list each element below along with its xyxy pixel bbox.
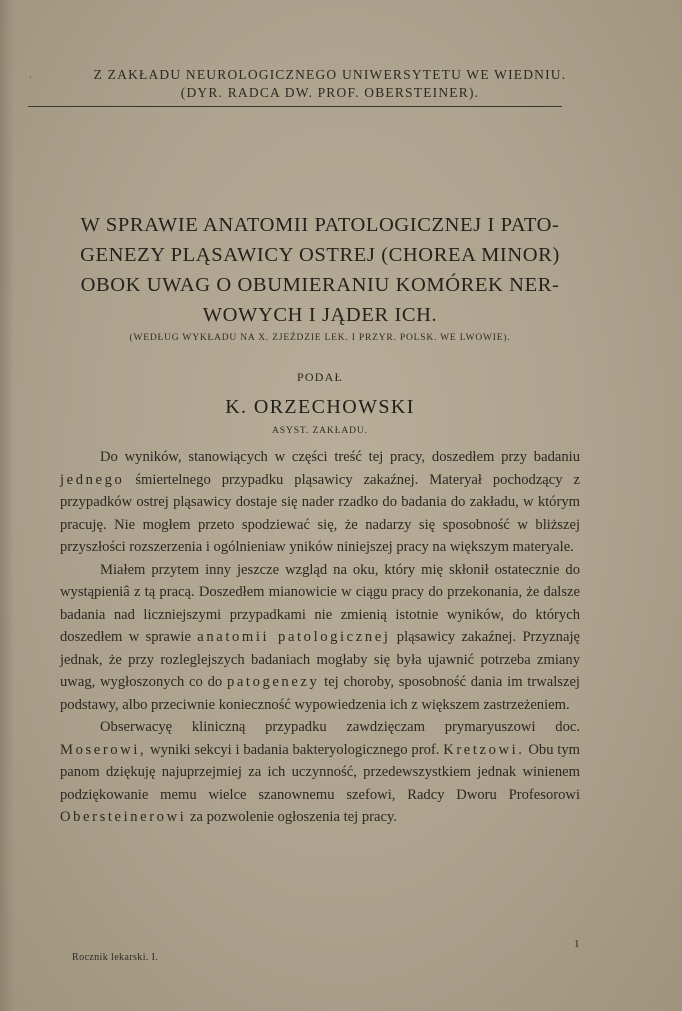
p2-emphasis-2: patogenezy <box>226 674 320 690</box>
title-line-3: OBOK UWAG O OBUMIERANIU KOMÓREK NER- <box>80 274 560 296</box>
header-divider <box>28 106 562 107</box>
p2-text-end: tej choroby, sposobność dania im trwalszej podstawy, albo przeciwnie konieczność wypowiedzenia ich z większem zastrzeżeniem. <box>60 674 580 713</box>
p2-emphasis-1: anatomii patologicznej <box>197 629 391 645</box>
p3-emphasis-2: Kretzowi. <box>443 741 525 758</box>
p2-text-mid: pląsawicy zakaźnej. Przyznaję jednak, że przy rozleglejszych badaniach mogłaby się była ujawnić potrzeba zmiany uwag, wygłoszonych co do <box>60 629 580 690</box>
paragraph-1 <box>60 446 580 559</box>
paragraph-3 <box>60 716 580 829</box>
header-line-1: Z ZAKŁADU NEUROLOGICZNEGO UNIWERSYTETU WE WIEDNIU. <box>93 67 567 82</box>
p3-text-start: Obserwacyę kliniczną przypadku zawdzięczam prymaryuszowi doc. <box>100 719 580 735</box>
journal-footer: Rocznik lekarski. I. <box>72 952 159 963</box>
author-role: ASYST. ZAKŁADU. <box>272 426 368 436</box>
institution-header <box>30 66 630 102</box>
p3-text-end: za pozwolenie ogłoszenia tej pracy. <box>190 809 397 825</box>
p2-text-start: Miałem przytem inny jeszcze wzgląd na oku, który mię skłonił ostatecznie do wystąpieniâ z tą pracą. Doszedłem mianowicie w ciągu pracy do przekonania, że dalsze badania nad liczniejszymi przypadkami nie zmienią istotnie wyników, do których doszedłem w sprawie <box>60 561 580 645</box>
p3-emphasis-3: Obersteinerowi <box>60 809 187 825</box>
byline-label: PODAŁ <box>296 370 343 384</box>
article-subtitle: (WEDŁUG WYKŁADU NA X. ZJEŹDZIE LEK. I PRZYR. POLSK. WE LWOWIE). <box>129 333 511 343</box>
p3-emphasis-1: Moserowi, <box>60 741 147 758</box>
p1-text-end: śmiertelnego przypadku pląsawicy zakaźnej. Materyał pochodzący z przypadków ostrej pląsawicy dostaje się nader rzadko do badania do zakładu, w którym pracuję. Nie mogłem przeto spodziewać się, że nadarzy się sposobność w bliższej przyszłości rozszerzenia i ogólnieniaw yników niniejszej pracy na większym materyale. <box>60 471 580 555</box>
p1-emphasis: jednego <box>60 471 125 488</box>
corner-mark: ˙ <box>28 76 33 87</box>
p3-text-mid-2: Obu tym panom dziękuję najuprzejmiej za ich uczynność, przedewszystkiem jednak winienem podziękowanie memu wielce szanownemu szefowi, Radcy Dworu Profesorowi <box>60 741 580 803</box>
p1-text: Do wyników, stanowiących w części treść tej pracy, doszedłem przy badaniu <box>100 449 580 465</box>
p3-text-mid-1: wyniki sekcyi i badania bakteryologicznego prof. <box>150 741 440 758</box>
article-body <box>60 446 580 829</box>
article-title <box>40 210 600 330</box>
title-line-1: W SPRAWIE ANATOMII PATOLOGICZNEJ I PATO- <box>80 214 560 236</box>
page-number: 1 <box>574 938 580 950</box>
header-line-2: (DYR. RADCA DW. PROF. OBERSTEINER). <box>180 85 480 100</box>
title-line-4: WOWYCH I JĄDER ICH. <box>202 304 438 326</box>
paragraph-2 <box>60 559 580 717</box>
author-name: K. ORZECHOWSKI <box>225 396 415 418</box>
title-line-2: GENEZY PLĄSAWICY OSTREJ (CHOREA MINOR) <box>80 244 560 266</box>
